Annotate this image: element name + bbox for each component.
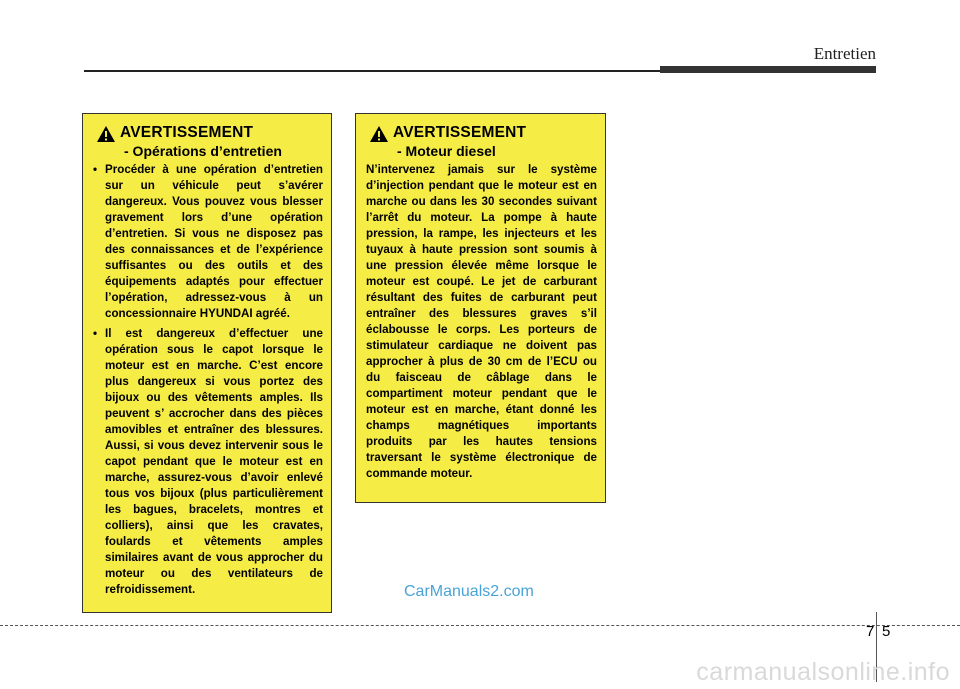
warning-header	[93, 124, 323, 162]
warning-triangle-icon	[96, 125, 116, 143]
header-rule-thick	[660, 66, 876, 73]
warning-subtitle: - Moteur diesel	[397, 143, 496, 159]
warning-item: • Procéder à une opération d’entretien sur un véhicule peut s’avérer dangereux. Vous pouvez vous blesser gravement lors d’une opération d’entretien. Si vous ne disposez pas des connaissances et de l’expérience suffisantes ou des outils et des équipements adaptés pour effectuer l’opération, adressez-vous à un concessionnaire HYUNDAI agréé.	[93, 162, 323, 322]
page-number-value: 5	[882, 623, 891, 640]
footer-divider	[0, 625, 960, 626]
warning-text: N’intervenez jamais sur le système d’injection pendant que le moteur est en marche ou dans les 30 secondes suivant l’arrêt du moteur. La pompe à haute pression, la rampe, les injecteurs et les tuyaux à haute pression sont soumis à une pression élevée même lorsque le moteur est coupé. Le jet de carburant résultant des fuites de carburant peut entraîner des blessures graves s’il éclabousse le corps. Les porteurs de stimulateur cardiaque ne doivent pas approcher à plus de 30 cm de l’ECU ou du faisceau de câblage dans le compartiment moteur pendant que le moteur est en marche, étant donné les champs magnétiques importants produits par les hautes tensions traversant le système électronique de commande moteur.	[366, 163, 597, 480]
warning-list	[93, 162, 323, 598]
header-title: Entretien	[813, 44, 876, 63]
chapter-number: 7	[866, 623, 875, 640]
page-number	[866, 623, 890, 641]
warning-item: • Il est dangereux d’effectuer une opération sous le capot lorsque le moteur est en marche. C’est encore plus dangereux si vous portez des bijoux ou des vêtements amples. Ils peuvent s’ accrocher dans des pièces amovibles et entraîner des blessures. Aussi, si vous devez intervenir sous le capot pendant que le moteur est en marche, assurez-vous d’avoir enlevé tous vos bijoux (plus particulièrement les bagues, bracelets, montres et colliers), ainsi que les cravates, foulards et vêtements amples similaires avant de vous approcher du moteur ou des ventilateurs de refroidissement.	[93, 326, 323, 598]
warning-header	[366, 124, 597, 162]
watermark-link[interactable]: CarManuals2.com	[404, 583, 534, 600]
watermark-footer: carmanualsonline.info	[696, 658, 950, 686]
warning-triangle-icon	[369, 125, 389, 143]
warning-title: AVERTISSEMENT	[120, 124, 254, 141]
warning-box-maintenance	[82, 113, 332, 613]
warning-subtitle: - Opérations d’entretien	[124, 143, 282, 159]
warning-title: AVERTISSEMENT	[393, 124, 527, 141]
header-rule-thin	[84, 70, 664, 72]
warning-box-diesel	[355, 113, 606, 503]
